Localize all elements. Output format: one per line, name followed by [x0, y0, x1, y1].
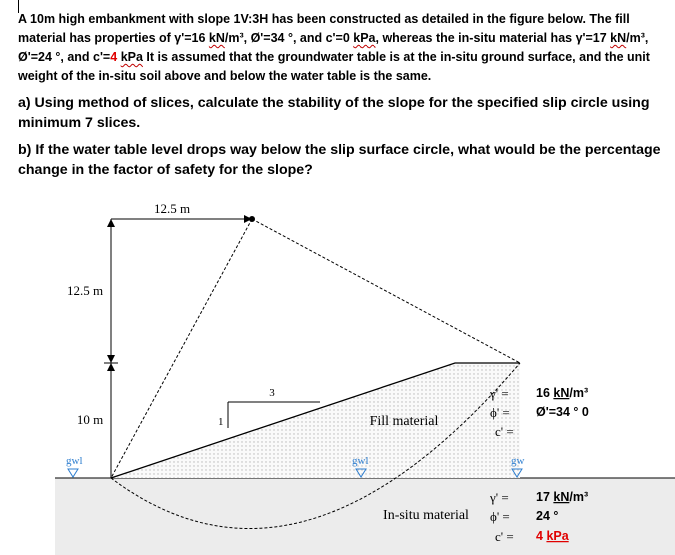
gwl-left-label: gwl — [66, 455, 83, 467]
dim-top-label: 12.5 m — [153, 201, 191, 216]
intro-text: /m³, Ø'=24 °, and c'= — [18, 31, 649, 64]
slope-label-v: 1 — [218, 416, 224, 428]
insitu-material-label: In-situ material — [383, 508, 469, 523]
slope-label-h: 3 — [269, 387, 275, 399]
fill-phi-symbol: ϕ' = — [490, 405, 510, 420]
fill-gamma-symbol: γ' = — [490, 386, 509, 401]
intro-unit: kN — [208, 31, 225, 45]
fill-phi-value: Ø'=34 ° 0 — [536, 405, 589, 419]
intro-red-value: 4 — [110, 50, 118, 64]
intro-text: It is assumed that the groundwater table is at the in-situ ground surface, and the unit weight of the in-situ soil above and below the water table is the same. — [18, 50, 650, 83]
insitu-c-symbol: c' = — [495, 529, 514, 544]
dim-lower-top-arrow — [107, 363, 115, 371]
dim-upper-bottom-arrow — [107, 355, 115, 363]
insitu-phi-value: 24 ° — [536, 509, 559, 523]
circle-centre-point — [249, 216, 255, 222]
insitu-gamma-value: 17 kN/m³ — [536, 490, 589, 504]
fill-material-label: Fill material — [369, 414, 439, 429]
intro-text: /m³, Ø'=34 °, and c'=0 — [224, 31, 354, 45]
insitu-phi-symbol: ϕ' = — [490, 509, 510, 524]
slip-radius-right — [252, 219, 520, 363]
intro-text: A 10m high embankment with slope 1V:3H has been constructed as detailed in the figure below. The fill material has properties of γ'=16 — [18, 12, 630, 45]
fill-gamma-value: 16 kN/m³ — [536, 386, 589, 400]
question-a: a) Using method of slices, calculate the stability of the slope for the specified slip circle using minimum 7 slices. — [18, 95, 650, 131]
gwl-left-marker — [68, 469, 78, 477]
dim-lower-label: 10 m — [76, 412, 104, 427]
insitu-gamma-symbol: γ' = — [490, 490, 509, 505]
embankment-fill — [111, 363, 520, 478]
intro-unit: kPa — [120, 50, 143, 64]
dim-upper-top-arrow — [107, 219, 115, 227]
gwl-mid-label: gwl — [352, 455, 369, 467]
intro-text: , whereas the in-situ material has γ'=17 — [375, 31, 611, 45]
intro-unit: kPa — [353, 31, 376, 45]
gwl-right-label: gw — [511, 455, 525, 467]
fill-c-symbol: c' = — [495, 424, 514, 439]
question-b: b) If the water table level drops way below the slip surface circle, what would be the percentage change in the factor of safety for the slope? — [18, 142, 661, 178]
dim-upper-label: 12.5 m — [66, 283, 104, 298]
intro-unit: kN — [610, 31, 627, 45]
insitu-c-value: 4 kPa — [536, 529, 569, 543]
